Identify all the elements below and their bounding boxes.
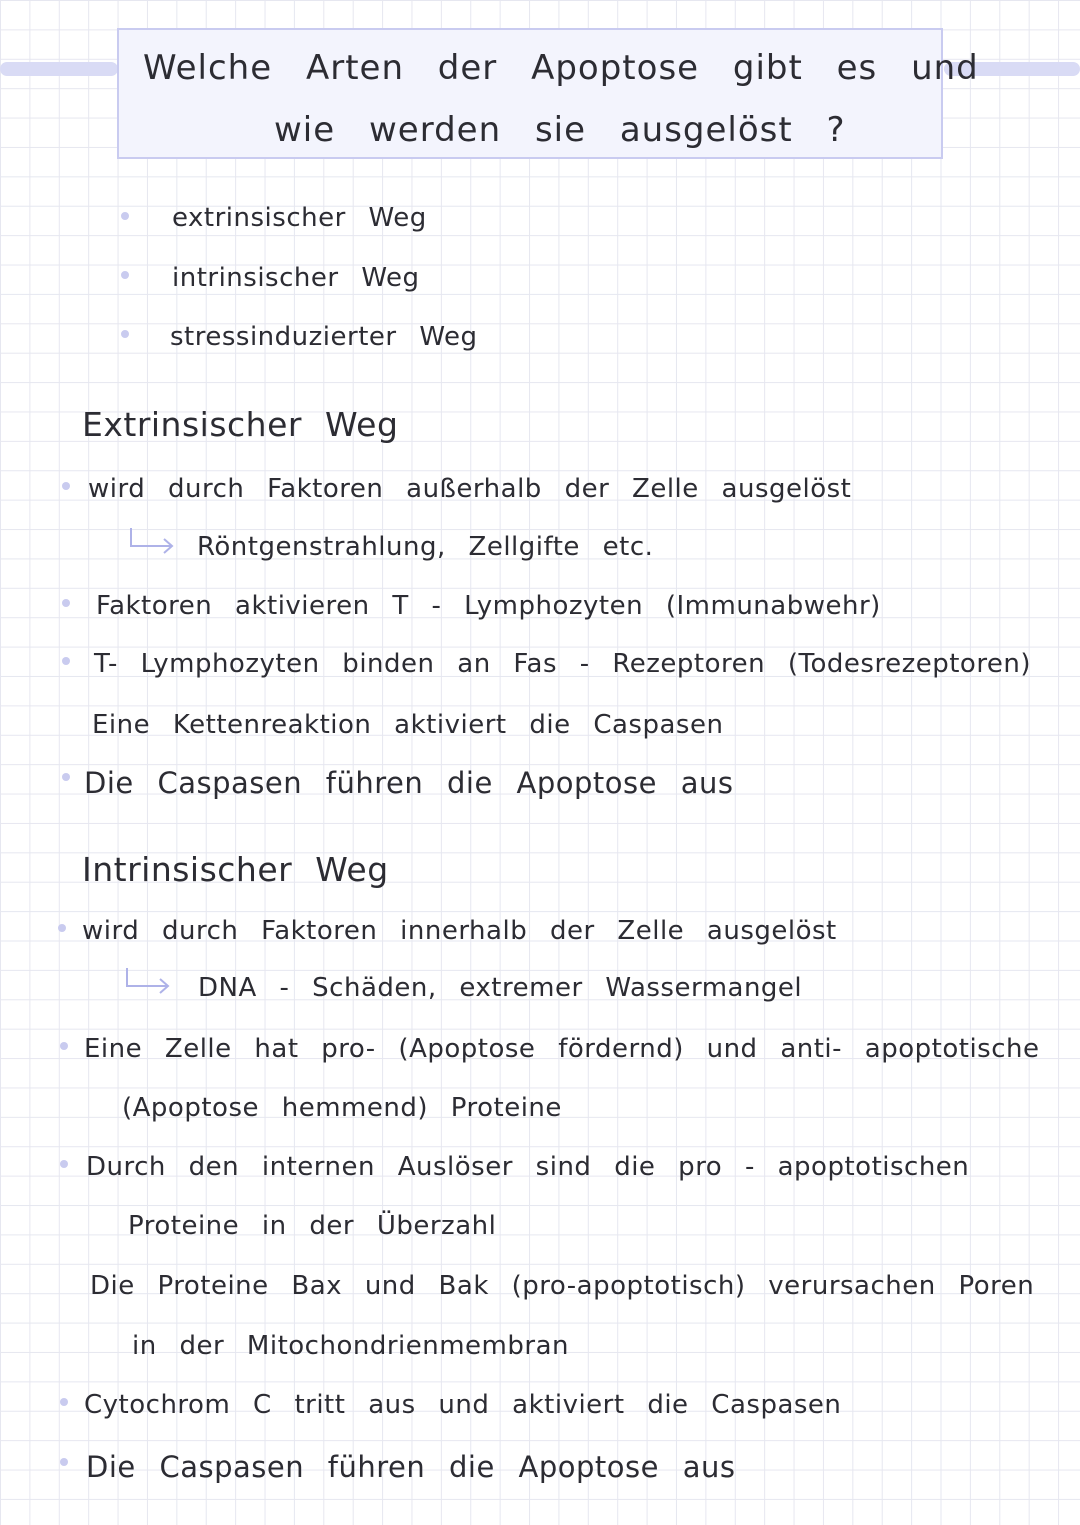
- intrinsic-heading: Intrinsischer Weg: [82, 850, 389, 889]
- bullet-dot: [58, 924, 66, 932]
- arrow-icon: [128, 526, 176, 554]
- intrinsic-line: Durch den internen Auslöser sind die pro - apoptotischen: [86, 1152, 970, 1182]
- bullet-dot: [60, 1160, 68, 1168]
- intrinsic-example: DNA - Schäden, extremer Wassermangel: [198, 973, 803, 1003]
- extrinsic-heading: Extrinsischer Weg: [82, 405, 399, 444]
- extrinsic-line: Eine Kettenreaktion aktiviert die Caspasen: [92, 710, 724, 740]
- extrinsic-line: Faktoren aktivieren T - Lymphozyten (Immunabwehr): [96, 591, 881, 621]
- intrinsic-line: Cytochrom C tritt aus und aktiviert die Caspasen: [84, 1390, 842, 1420]
- arrow-icon: [124, 966, 172, 994]
- bullet-dot: [121, 330, 129, 338]
- bullet-dot: [62, 773, 70, 781]
- bullet-dot: [62, 482, 70, 490]
- bullet-dot: [121, 271, 129, 279]
- overview-item-extrinsic: extrinsischer Weg: [172, 203, 427, 233]
- extrinsic-line: T- Lymphozyten binden an Fas - Rezeptoren (Todesrezeptoren): [94, 649, 1032, 679]
- intrinsic-line: in der Mitochondrienmembran: [132, 1331, 569, 1361]
- intrinsic-line: Die Proteine Bax und Bak (pro-apoptotisch) verursachen Poren: [90, 1271, 1035, 1301]
- intrinsic-line: Proteine in der Überzahl: [128, 1211, 497, 1241]
- title-line-2: wie werden sie ausgelöst ?: [274, 110, 846, 150]
- overview-item-intrinsic: intrinsischer Weg: [172, 263, 420, 293]
- overview-item-stress: stressinduzierter Weg: [170, 322, 478, 352]
- title-box: [117, 28, 979, 159]
- intrinsic-line: (Apoptose hemmend) Proteine: [122, 1093, 562, 1123]
- bullet-dot: [62, 657, 70, 665]
- extrinsic-line: wird durch Faktoren außerhalb der Zelle ausgelöst: [88, 474, 852, 504]
- bullet-dot: [60, 1398, 68, 1406]
- extrinsic-line: Die Caspasen führen die Apoptose aus: [84, 766, 734, 800]
- bullet-dot: [60, 1458, 68, 1466]
- bullet-dot: [60, 1042, 68, 1050]
- intrinsic-line: wird durch Faktoren innerhalb der Zelle ausgelöst: [82, 916, 837, 946]
- decorative-band-left: [0, 62, 118, 76]
- title-line-1: Welche Arten der Apoptose gibt es und: [143, 48, 979, 88]
- bullet-dot: [121, 212, 129, 220]
- extrinsic-example: Röntgenstrahlung, Zellgifte etc.: [197, 532, 654, 562]
- bullet-dot: [62, 599, 70, 607]
- intrinsic-line: Eine Zelle hat pro- (Apoptose fördernd) und anti- apoptotische: [84, 1034, 1040, 1064]
- intrinsic-line: Die Caspasen führen die Apoptose aus: [86, 1450, 736, 1484]
